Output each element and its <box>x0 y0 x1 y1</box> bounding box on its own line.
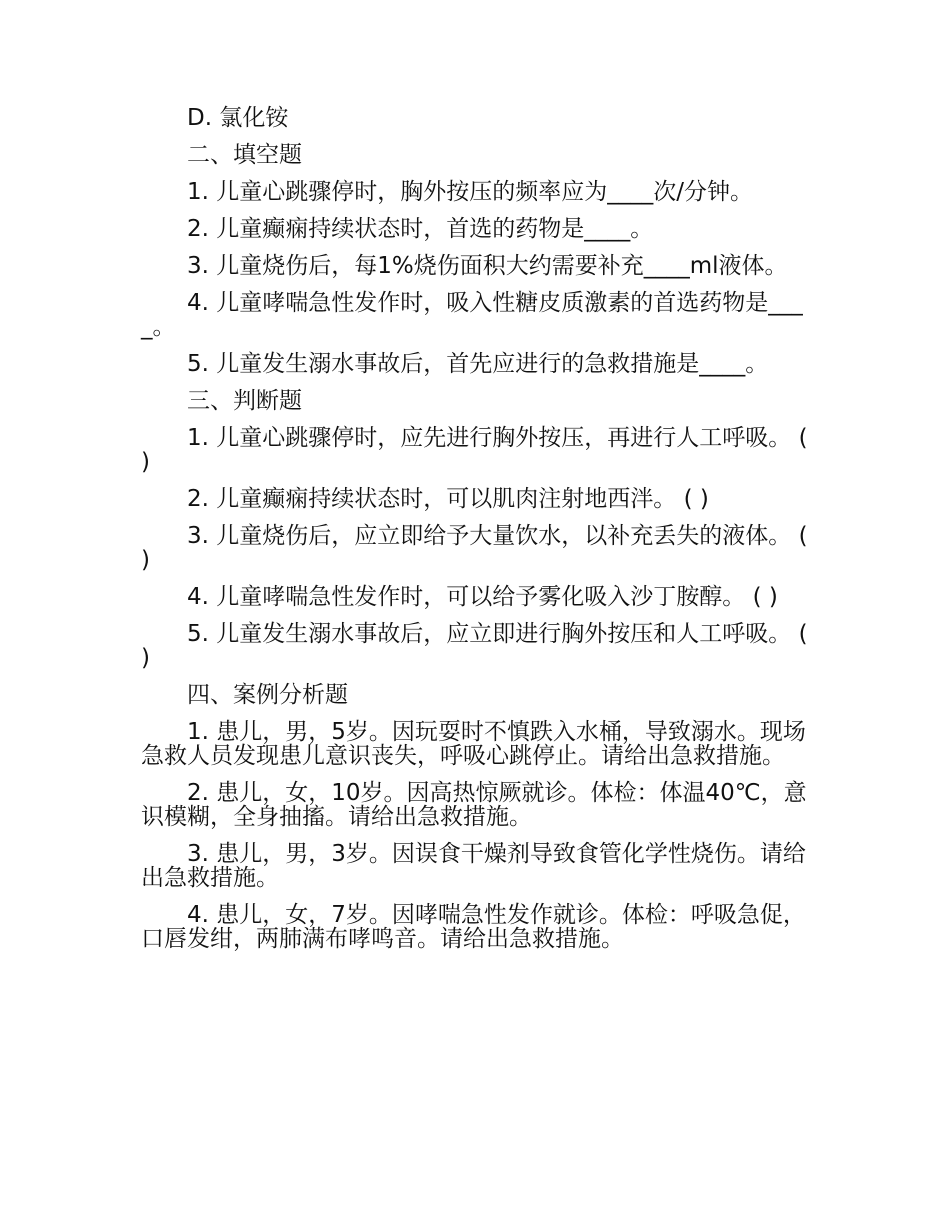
fill-in-question-2: 2. 儿童癫痫持续状态时，首选的药物是____。 <box>187 216 654 242</box>
section-heading-fill-in: 二、填空题 <box>187 142 302 168</box>
section-heading-case-analysis: 四、案例分析题 <box>187 682 348 708</box>
true-false-question-4: 4. 儿童哮喘急性发作时，可以给予雾化吸入沙丁胺醇。 ( ) <box>187 584 778 610</box>
case-question-2: 2. 患儿，女，10岁。因高热惊厥就诊。体检：体温40℃，意识模糊，全身抽搐。请给出急救措施。 <box>141 780 807 830</box>
true-false-question-1: 1. 儿童心跳骤停时，应先进行胸外按压，再进行人工呼吸。 ( ) <box>141 425 808 475</box>
fill-in-question-5: 5. 儿童发生溺水事故后，首先应进行的急救措施是____。 <box>187 351 769 377</box>
section-heading-true-false: 三、判断题 <box>187 388 302 414</box>
case-question-1: 1. 患儿，男，5岁。因玩耍时不慎跌入水桶，导致溺水。现场急救人员发现患儿意识丧失，呼吸心跳停止。请给出急救措施。 <box>141 719 806 769</box>
fill-in-question-3: 3. 儿童烧伤后，每1%烧伤面积大约需要补充____ml液体。 <box>187 253 788 279</box>
fill-in-question-4: 4. 儿童哮喘急性发作时，吸入性糖皮质激素的首选药物是____。 <box>141 290 803 340</box>
case-question-3: 3. 患儿，男，3岁。因误食干燥剂导致食管化学性烧伤。请给出急救措施。 <box>141 841 806 891</box>
true-false-question-5: 5. 儿童发生溺水事故后，应立即进行胸外按压和人工呼吸。 ( ) <box>141 621 808 671</box>
true-false-question-3: 3. 儿童烧伤后，应立即给予大量饮水，以补充丢失的液体。 ( ) <box>141 523 808 573</box>
document-body <box>141 106 821 951</box>
fill-in-question-1: 1. 儿童心跳骤停时，胸外按压的频率应为____次/分钟。 <box>187 179 754 205</box>
case-question-4: 4. 患儿，女，7岁。因哮喘急性发作就诊。体检：呼吸急促，口唇发绀，两肺满布哮鸣音。请给出急救措施。 <box>141 902 806 952</box>
true-false-question-2: 2. 儿童癫痫持续状态时，可以肌肉注射地西泮。 ( ) <box>187 486 709 512</box>
option-d: D. 氯化铵 <box>187 105 289 131</box>
